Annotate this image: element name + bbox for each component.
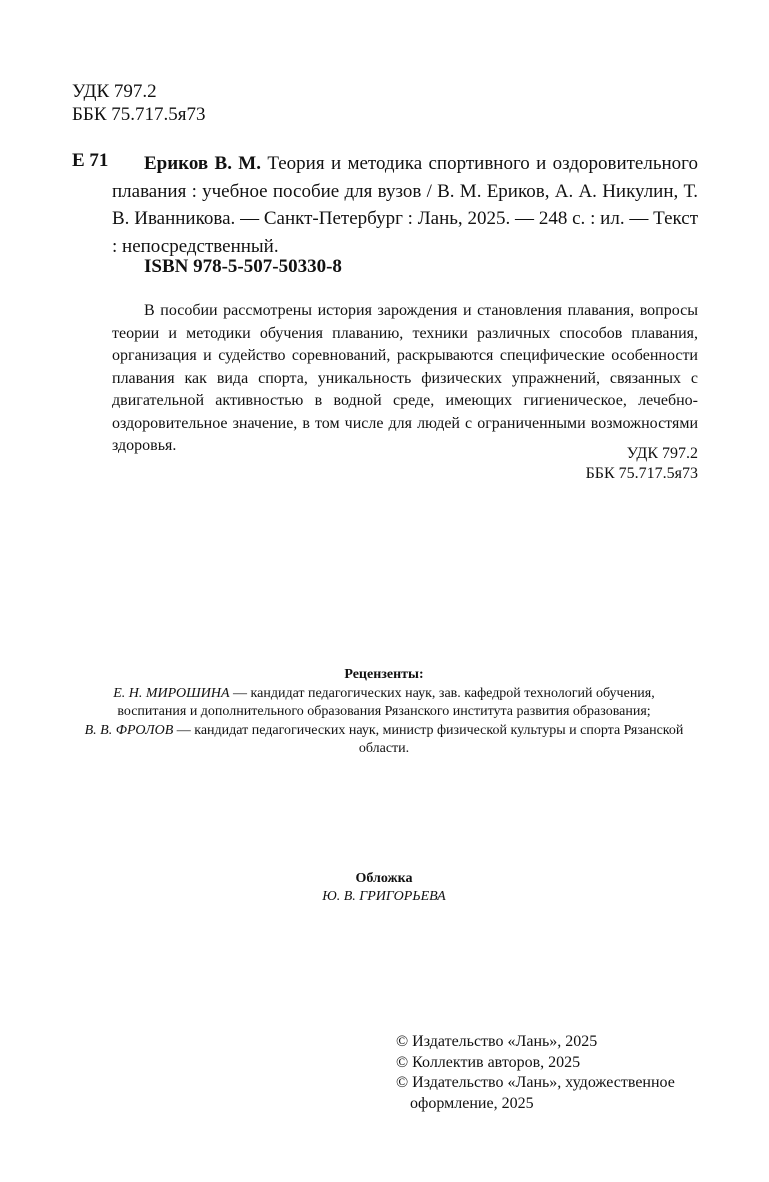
cover-credit: [80, 870, 688, 906]
isbn: ISBN 978-5-507-50330-8: [144, 256, 342, 277]
reviewer-2: [80, 722, 688, 759]
reviewer-1-text: — кандидат педагогических наук, зав. кафедрой технологий обучения, воспитания и дополнительного образования Рязанского института развития образования;: [117, 685, 655, 719]
bbk-code: ББК 75.717.5я73: [72, 104, 206, 125]
bbk-code-bottom: ББК 75.717.5я73: [585, 465, 698, 482]
bibliographic-entry: [112, 150, 698, 260]
udk-code: УДК 797.2: [72, 81, 157, 102]
reviewers-block: [80, 666, 688, 759]
entry-author: Ериков В. М.: [144, 153, 261, 174]
entry-description: Теория и методика спортивного и оздоровительного плавания : учебное пособие для вузов / В. М. Ериков, А. А. Никулин, Т. В. Иванникова. — Санкт-Петербург : Лань, 2025. — 248 с. : ил. — Текст : непосредственный.: [112, 153, 698, 257]
cover-heading: Обложка: [355, 871, 413, 886]
reviewer-1-name: Е. Н. МИРОШИНА: [113, 685, 230, 701]
copyright-line-2: © Коллектив авторов, 2025: [396, 1053, 581, 1071]
classification-top: [72, 80, 205, 126]
copyright-block: [396, 1032, 696, 1114]
reviewer-2-name: В. В. ФРОЛОВ: [84, 722, 174, 738]
abstract: В пособии рассмотрены история зарождения и становления плавания, вопросы теории и методики обучения плаванию, техники различных способов плавания, организация и судейство соревнований, раскрываются специфические особенности плавания как вида спорта, уникальность физических упражнений, связанных с двигательной активностью в водной среде, имеющих гигиеническое, лечебно-оздоровительное значение, в том числе для людей с ограниченными возможностями здоровья.: [112, 302, 698, 454]
classification-bottom: [520, 444, 698, 484]
cover-designer: Ю. В. ГРИГОРЬЕВА: [322, 889, 446, 904]
copyright-line-4: оформление, 2025: [410, 1094, 534, 1112]
reviewer-2-text: — кандидат педагогических наук, министр физической культуры и спорта Рязанской области.: [173, 722, 684, 756]
author-mark: Е 71: [72, 150, 109, 171]
copyright-line-3: © Издательство «Лань», художественное: [396, 1074, 675, 1091]
copyright-line-1: © Издательство «Лань», 2025: [396, 1033, 598, 1050]
reviewer-1: [80, 685, 688, 722]
udk-code-bottom: УДК 797.2: [626, 445, 698, 462]
reviewers-heading: Рецензенты:: [344, 667, 424, 682]
